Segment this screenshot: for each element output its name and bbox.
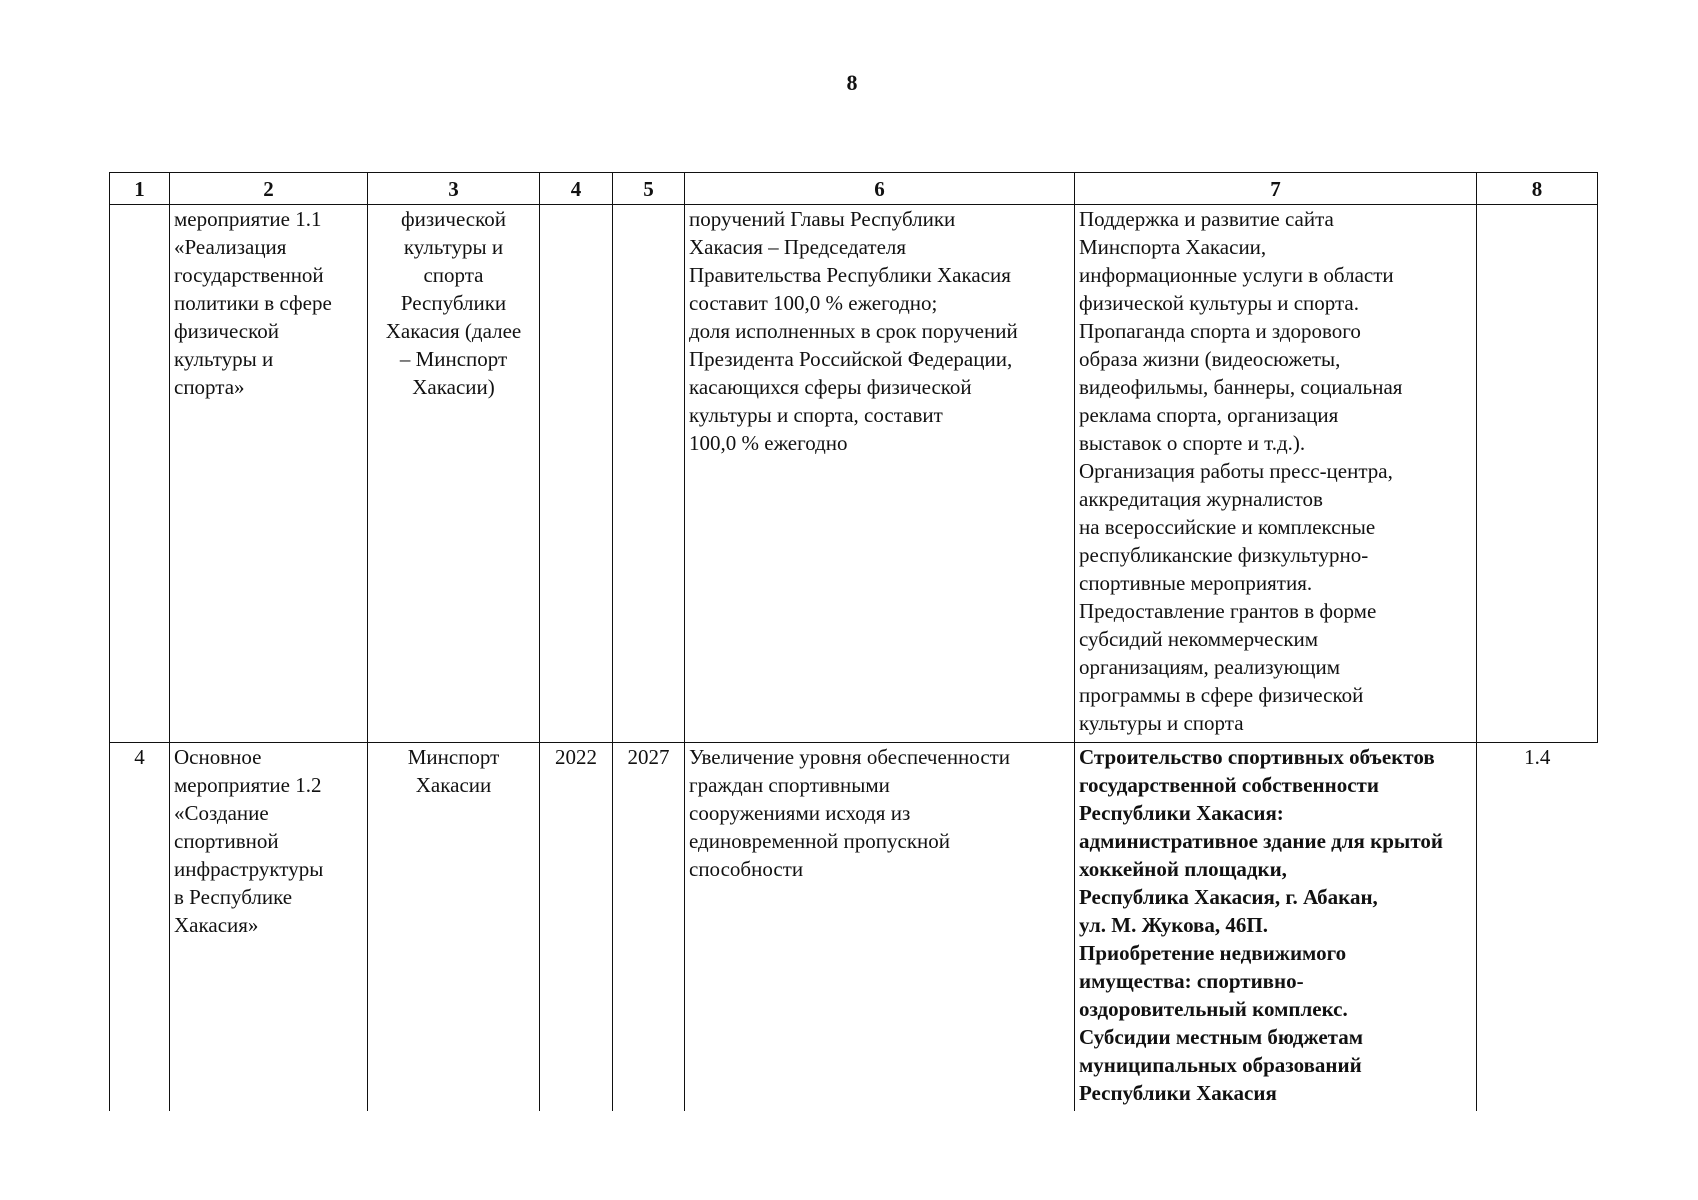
cell-text-line: Республики Хакасия (1079, 1081, 1277, 1105)
cell-text-line: физической (401, 207, 506, 231)
table-row (110, 205, 1598, 743)
cell-text-line: «Создание (174, 801, 269, 825)
cell-text-line: спортивные мероприятия. (1079, 571, 1313, 595)
cell-text-line: культуры и (403, 235, 504, 259)
cell-responsible (368, 205, 540, 743)
cell-text-line: имущества: спортивно- (1079, 969, 1304, 993)
cell-activity (170, 743, 368, 1112)
cell-indicator-link: 1.4 (1477, 743, 1598, 1112)
cell-text-line: культуры и спорта, составит (689, 403, 943, 427)
cell-text-line: видеофильмы, баннеры, социальная (1079, 375, 1403, 399)
column-header-8: 8 (1477, 173, 1598, 205)
cell-text-line: культуры и (174, 347, 274, 371)
cell-text-line: 100,0 % ежегодно (689, 431, 848, 455)
cell-text-line: Пропаганда спорта и здорового (1079, 319, 1361, 343)
cell-text-line: на всероссийские и комплексные (1079, 515, 1376, 539)
cell-text-line: граждан спортивными (689, 773, 890, 797)
cell-text-line: физической (174, 319, 279, 343)
cell-text-line: аккредитация журналистов (1079, 487, 1323, 511)
cell-number: 4 (110, 743, 170, 1112)
cell-text-line: способности (689, 857, 804, 881)
table-header-row (110, 173, 1598, 205)
cell-text-line: реклама спорта, организация (1079, 403, 1339, 427)
column-header-4: 4 (540, 173, 613, 205)
column-header-6: 6 (685, 173, 1075, 205)
cell-text-line: Организация работы пресс-центра, (1079, 459, 1393, 483)
cell-text-line: Минспорт (407, 745, 500, 769)
cell-text-line: Хакасии (415, 773, 492, 797)
cell-text-line: оздоровительный комплекс. (1079, 997, 1348, 1021)
cell-text-line: выставок о спорте и т.д.). (1079, 431, 1306, 455)
cell-text-line: доля исполненных в срок поручений (689, 319, 1018, 343)
cell-text-line: республиканские физкультурно- (1079, 543, 1369, 567)
column-header-3: 3 (368, 173, 540, 205)
cell-text-line: касающихся сферы физической (689, 375, 972, 399)
cell-text-line: программы в сфере физической (1079, 683, 1364, 707)
cell-text-line: информационные услуги в области (1079, 263, 1394, 287)
cell-text-line: ул. М. Жукова, 46П. (1079, 913, 1268, 937)
cell-text-line: государственной (174, 263, 324, 287)
cell-text-line: административное здание для крытой (1079, 829, 1443, 853)
cell-text-line: Правительства Республики Хакасия (689, 263, 1011, 287)
cell-text-line: Приобретение недвижимого (1079, 941, 1347, 965)
cell-end-year: 2027 (613, 743, 685, 1112)
cell-responsible (368, 743, 540, 1112)
cell-text-line: муниципальных образований (1079, 1053, 1362, 1077)
cell-text-line: единовременной пропускной (689, 829, 950, 853)
cell-text-line: сооружениями исходя из (689, 801, 911, 825)
cell-text-line: Предоставление грантов в форме (1079, 599, 1377, 623)
cell-text-line: Поддержка и развитие сайта (1079, 207, 1334, 231)
cell-text-line: Минспорта Хакасии, (1079, 235, 1267, 259)
cell-text-line: в Республике (174, 885, 293, 909)
cell-text-line: спортивной (174, 829, 279, 853)
cell-text-line: субсидий некоммерческим (1079, 627, 1319, 651)
cell-text-line: мероприятие 1.2 (174, 773, 322, 797)
cell-text-line: инфраструктуры (174, 857, 324, 881)
cell-text-line: Республики Хакасия: (1079, 801, 1284, 825)
cell-end-year (613, 205, 685, 743)
cell-text-line: культуры и спорта (1079, 711, 1244, 735)
cell-text-line: физической культуры и спорта. (1079, 291, 1360, 315)
cell-text-line: Президента Российской Федерации, (689, 347, 1013, 371)
cell-text-line: организациям, реализующим (1079, 655, 1340, 679)
cell-text-line: Республики (400, 291, 507, 315)
cell-text-line: – Минспорт (399, 347, 508, 371)
column-header-1: 1 (110, 173, 170, 205)
cell-text-line: Хакасия – Председателя (689, 235, 907, 259)
cell-text-line: спорта (423, 263, 484, 287)
cell-text-line: Строительство спортивных объектов (1079, 745, 1435, 769)
cell-expected-result (685, 743, 1075, 1112)
cell-activity (170, 205, 368, 743)
cell-text-line: Увеличение уровня обеспеченности (689, 745, 1011, 769)
cell-text-line: Хакасии) (412, 375, 495, 399)
activities-table (109, 172, 1598, 1111)
cell-text-line: государственной собственности (1079, 773, 1379, 797)
cell-text-line: политики в сфере (174, 291, 332, 315)
page-number: 8 (846, 70, 858, 95)
cell-text-line: Хакасия (далее (385, 319, 522, 343)
cell-text-line: хоккейной площадки, (1079, 857, 1287, 881)
cell-text-line: мероприятие 1.1 (174, 207, 322, 231)
cell-start-year (540, 205, 613, 743)
column-header-2: 2 (170, 173, 368, 205)
cell-text-line: «Реализация (174, 235, 287, 259)
cell-text-line: Субсидии местным бюджетам (1079, 1025, 1364, 1049)
cell-text-line: Основное (174, 745, 262, 769)
cell-directions (1075, 205, 1477, 743)
cell-text-line: поручений Главы Республики (689, 207, 956, 231)
cell-directions (1075, 743, 1477, 1112)
column-header-5: 5 (613, 173, 685, 205)
cell-start-year: 2022 (540, 743, 613, 1112)
cell-number (110, 205, 170, 743)
column-header-7: 7 (1075, 173, 1477, 205)
cell-expected-result (685, 205, 1075, 743)
table-row (110, 743, 1598, 1112)
cell-text-line: образа жизни (видеосюжеты, (1079, 347, 1341, 371)
cell-text-line: Республика Хакасия, г. Абакан, (1079, 885, 1378, 909)
cell-text-line: спорта» (174, 375, 245, 399)
cell-text-line: составит 100,0 % ежегодно; (689, 291, 938, 315)
cell-indicator-link (1477, 205, 1598, 743)
cell-text-line: Хакасия» (174, 913, 259, 937)
